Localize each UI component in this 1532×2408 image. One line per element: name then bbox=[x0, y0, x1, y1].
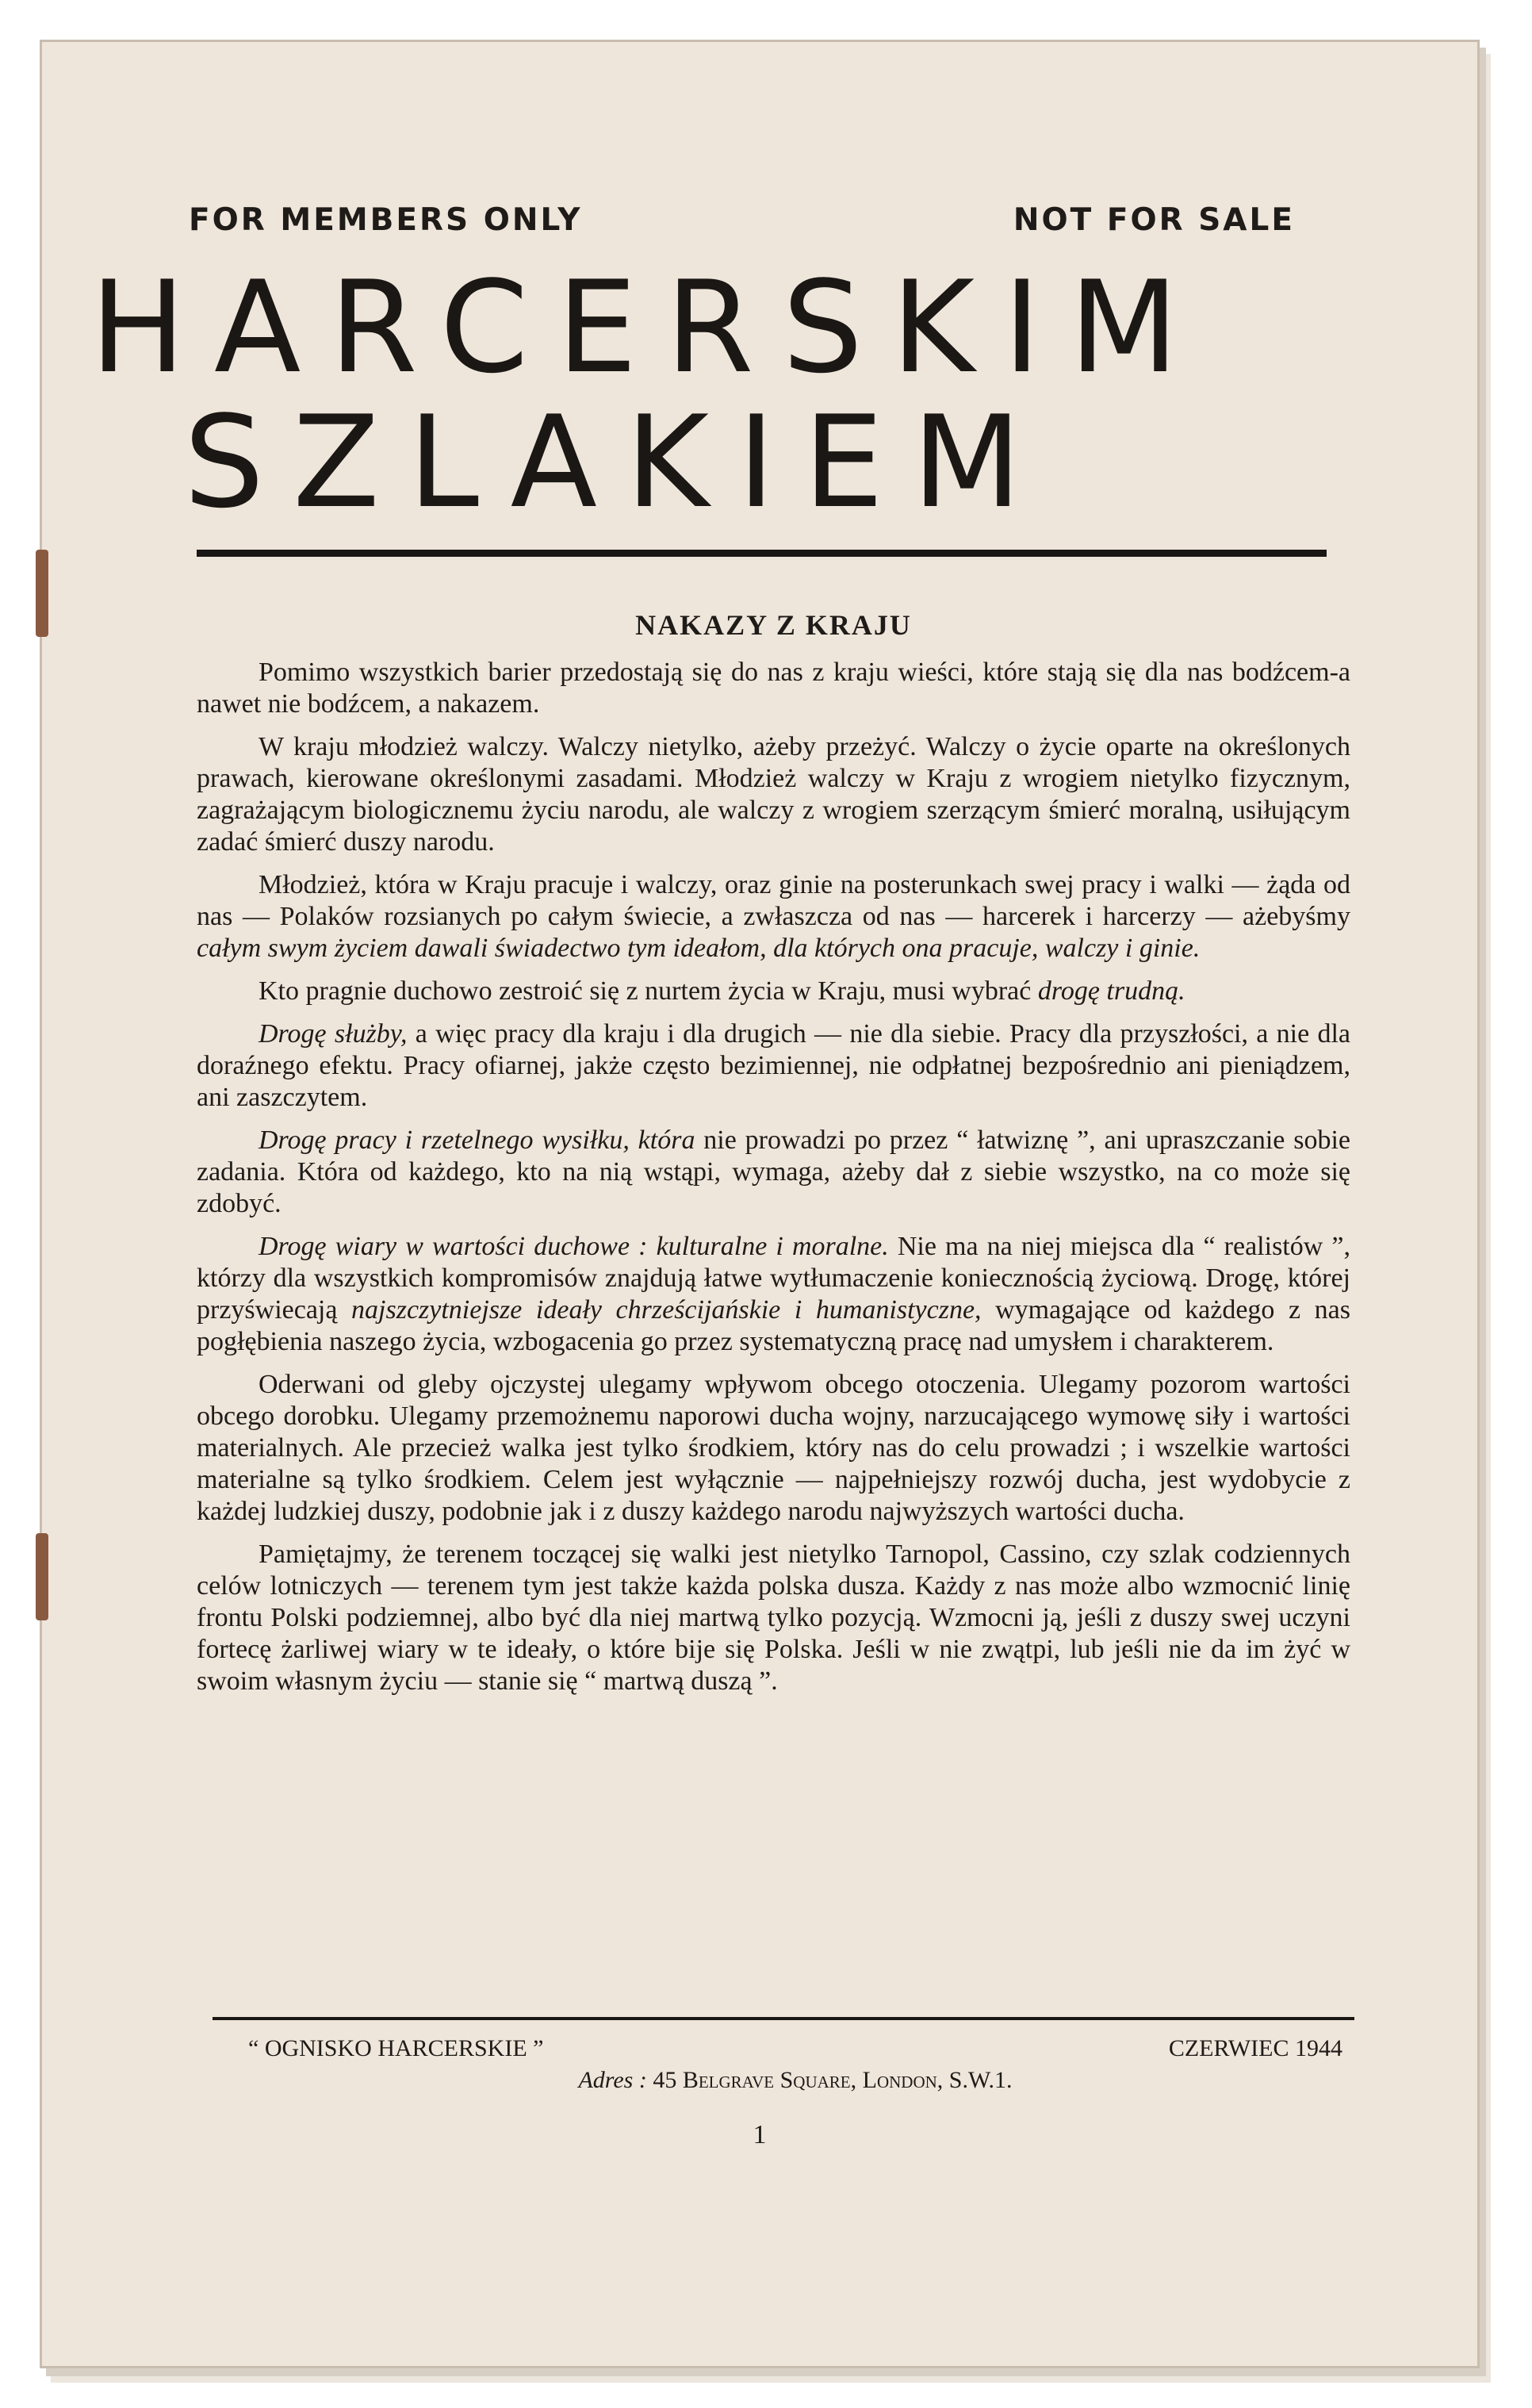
article-paragraph bbox=[197, 1539, 1350, 1697]
paragraph-text: W kraju młodzież walczy. Walczy nietylko, ażeby przeżyć. Walczy o życie oparte na określonych prawach, kierowane określonymi zasadami. Młodzież walczy w Kraju z wrogiem nietylko fizycznym, zagrażającym biologicznemu życiu narodu, ale walczy z wrogiem szerzącym śmierć moralną, usiłującym zadać śmierć duszy narodu. bbox=[197, 732, 1350, 857]
italic-text: Drogę służby, bbox=[259, 1019, 408, 1049]
article-paragraph bbox=[197, 1018, 1350, 1114]
paragraph-text: Kto pragnie duchowo zestroić się z nurtem życia w Kraju, musi wybrać bbox=[259, 976, 1038, 1006]
page-number: 1 bbox=[753, 2120, 767, 2149]
italic-text: Drogę wiary w wartości duchowe : kulturalne i moralne. bbox=[259, 1232, 889, 1261]
paragraph-text: a więc pracy dla kraju i dla drugich — nie dla siebie. Pracy dla przyszłości, a nie dla doraźnego efektu. Pracy ofiarnej, jakże często bezimiennej, nie odpłatnej bezpośrednio ani pieniądzem, ani zaszczytem. bbox=[197, 1019, 1350, 1112]
article-paragraph bbox=[197, 731, 1350, 858]
document-page bbox=[40, 40, 1480, 2368]
italic-text: Drogę pracy i rzetelnego wysiłku, która bbox=[259, 1125, 695, 1155]
paragraph-text: Młodzież, która w Kraju pracuje i walczy, oraz ginie na posterunkach swej pracy i walki — żąda od nas — Polaków rozsianych po całym świecie, a zwłaszcza od nas — harcerek i harcerzy — ażebyśmy bbox=[197, 870, 1350, 931]
publisher-name: “ OGNISKO HARCERSKIE ” bbox=[248, 2035, 544, 2061]
paragraph-text: Oderwani od gleby ojczystej ulegamy wpływom obcego otoczenia. Ulegamy pozorom wartości obcego dorobku. Ulegamy przemożnemu naporowi ducha wojny, narzucającego wymowę siły i wartości materialnych. Ale przecież walka jest tylko środkiem, który nas do celu prowadzi ; i wszelkie wartości materialne są tylko środkiem. Celem jest wyłącznie — najpełniejszy rozwój ducha, jest wydobycie z każdej ludzkiej duszy, podobnie jak i z duszy każdego narodu najwyższych wartości ducha. bbox=[197, 1370, 1350, 1526]
footer-rule bbox=[213, 2017, 1354, 2020]
article-paragraph bbox=[197, 1125, 1350, 1220]
staple bbox=[36, 550, 48, 637]
article-paragraph bbox=[197, 869, 1350, 964]
article-paragraph bbox=[197, 976, 1350, 1007]
masthead-title-line2: SZLAKIEM bbox=[183, 388, 1051, 536]
italic-text: drogę trudną. bbox=[1037, 976, 1185, 1006]
article-paragraph bbox=[197, 657, 1350, 720]
issue-date: CZERWIEC 1944 bbox=[1168, 2035, 1342, 2061]
paragraph-text: Pomimo wszystkich barier przedostają się do nas z kraju wieści, które stają się dla nas bodźcem-a nawet nie bodźcem, a nakazem. bbox=[197, 658, 1350, 719]
paragraph-text: wymagające od każdego z nas pogłębienia naszego życia, wzbogacenia go przez systematyczną pracę nad umysłem i charakterem. bbox=[197, 1295, 1350, 1356]
article-body bbox=[197, 657, 1350, 1697]
paragraph-text: Pamiętajmy, że terenem toczącej się walki jest nietylko Tarnopol, Cassino, czy szlak codziennych celów lotniczych — terenem tym jest także każda polska dusza. Każdy z nas może albo wzmocnić linię frontu Polski podziemnej, albo być dla niej martwą tylko pozycją. Wzmocni ją, jeśli z duszy swej uczyni fortecę żarliwej wiary w te ideały, o które bije się Polska. Jeśli w nie zwątpi, lub jeśli nie da im żyć w swoim własnym życiu — stanie się “ martwą duszą ”. bbox=[197, 1540, 1350, 1696]
italic-text: najszczytniejsze ideały chrześcijańskie i humanistyczne, bbox=[351, 1295, 982, 1325]
paragraph-text: Nie ma na niej miejsca dla “ realistów ”, którzy dla wszystkich kompromisów znajdują łatwe wytłumaczenie koniecznością życiową. Drogę, której przyświecają bbox=[197, 1232, 1350, 1325]
article-paragraph bbox=[197, 1369, 1350, 1528]
footer bbox=[248, 2033, 1342, 2096]
address-value: 45 Belgrave Square, London, S.W.1. bbox=[653, 2067, 1013, 2093]
article-paragraph bbox=[197, 1231, 1350, 1358]
header-labels bbox=[189, 202, 1295, 238]
masthead-rule bbox=[197, 550, 1327, 557]
article bbox=[197, 609, 1350, 1708]
address-line bbox=[248, 2065, 1342, 2096]
address-label: Adres : bbox=[578, 2067, 647, 2093]
article-heading: NAKAZY Z KRAJU bbox=[635, 609, 912, 641]
staple bbox=[36, 1533, 48, 1620]
paragraph-text: nie prowadzi po przez “ łatwiznę ”, ani upraszczanie sobie zadania. Która od każdego, kto na nią wstąpi, wymaga, ażeby dał z siebie wszystko, na co może się zdobyć. bbox=[197, 1125, 1350, 1218]
masthead-title-line1: HARCERSKIM bbox=[90, 253, 1208, 401]
italic-text: całym swym życiem dawali świadectwo tym ideałom, dla których ona pracuje, walczy i ginie. bbox=[197, 934, 1201, 963]
members-only-label: FOR MEMBERS ONLY bbox=[189, 202, 583, 238]
not-for-sale-label: NOT FOR SALE bbox=[1013, 202, 1295, 238]
